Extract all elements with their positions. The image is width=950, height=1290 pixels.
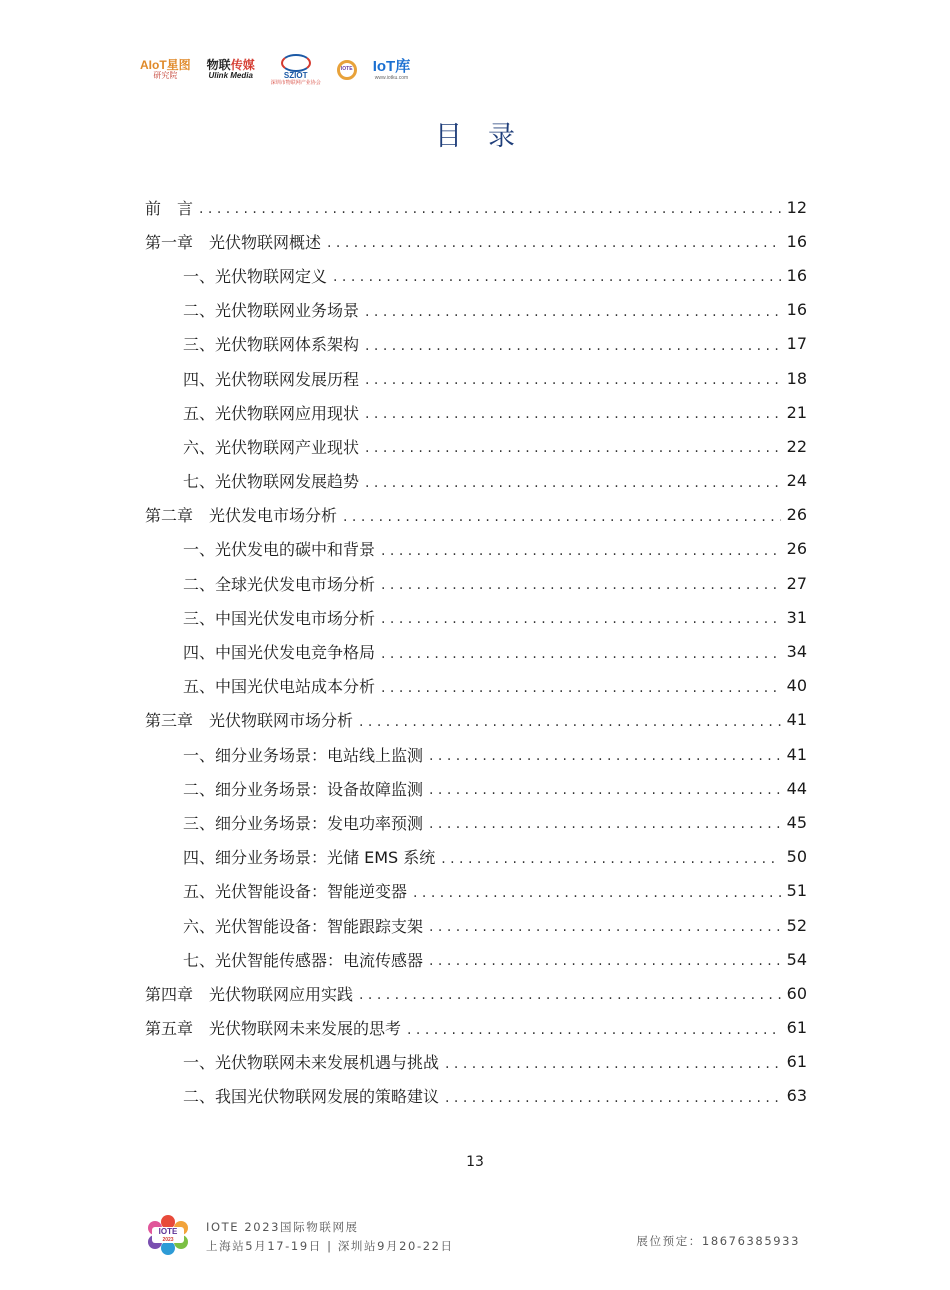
toc-entry-label: 第一章 光伏物联网概述 [145, 232, 322, 252]
header-logos [140, 52, 410, 88]
footer-event-info [206, 1218, 454, 1256]
toc-dot-leader [343, 507, 781, 523]
toc-entry-page: 44 [786, 778, 807, 798]
toc-entry[interactable] [145, 1045, 807, 1079]
toc-entry-label: 七、光伏物联网发展趋势 [183, 472, 360, 492]
toc-entry[interactable] [145, 327, 807, 361]
toc-entry[interactable] [145, 805, 807, 839]
toc-entry-page: 16 [786, 231, 807, 251]
toc-dot-leader [381, 575, 781, 591]
toc-entry-label: 前 言 [145, 198, 194, 218]
toc-dot-leader [429, 814, 781, 830]
toc-entry-label: 四、光伏物联网发展历程 [183, 369, 360, 389]
footer-line2: 上海站5月17-19日 | 深圳站9月20-22日 [206, 1239, 454, 1253]
toc-entry-page: 54 [786, 949, 807, 969]
toc-dot-leader [381, 644, 781, 660]
toc-dot-leader [381, 541, 781, 557]
toc-entry-page: 45 [786, 812, 807, 832]
toc-entry[interactable] [145, 840, 807, 874]
toc-entry-label: 五、光伏智能设备：智能逆变器 [183, 882, 408, 902]
toc-entry-label: 四、中国光伏发电竞争格局 [183, 643, 376, 663]
toc-entry-page: 41 [786, 710, 807, 730]
toc-entry[interactable] [145, 464, 807, 498]
toc-dot-leader [381, 609, 781, 625]
toc-dot-leader [365, 438, 781, 454]
toc-dot-leader [199, 199, 781, 215]
toc-entry-label: 一、细分业务场景：电站线上监测 [183, 745, 424, 765]
aiot-logo: AIoT星图 研究院 [140, 58, 191, 81]
toc-entry[interactable] [145, 224, 807, 258]
toc-entry-page: 16 [786, 265, 807, 285]
toc-entry-label: 五、中国光伏电站成本分析 [183, 677, 376, 697]
toc-entry[interactable] [145, 976, 807, 1010]
toc-entry-page: 60 [786, 983, 807, 1003]
page-number: 13 [466, 1154, 484, 1170]
toc-entry-label: 六、光伏物联网产业现状 [183, 437, 360, 457]
ulink-logo: 物联传媒 Ulink Media [206, 58, 255, 81]
toc-dot-leader [413, 883, 781, 899]
toc-dot-leader [429, 746, 781, 762]
toc-entry[interactable] [145, 1079, 807, 1113]
toc-dot-leader [365, 404, 781, 420]
toc-entry-label: 四、细分业务场景：光储 EMS 系统 [183, 848, 436, 868]
toc-entry-page: 12 [786, 197, 807, 217]
toc-entry-label: 三、细分业务场景：发电功率预测 [183, 813, 424, 833]
toc-entry[interactable] [145, 361, 807, 395]
toc-entry[interactable] [145, 634, 807, 668]
toc-entry-label: 二、我国光伏物联网发展的策略建议 [183, 1087, 440, 1107]
toc-entry-label: 一、光伏物联网定义 [183, 266, 328, 286]
toc-dot-leader [429, 951, 781, 967]
toc-entry-page: 51 [786, 881, 807, 901]
footer-contact: 展位预定：18676385933 [636, 1234, 800, 1248]
toc-entry-label: 三、光伏物联网体系架构 [183, 335, 360, 355]
page-title: 目录 [435, 121, 541, 152]
toc-dot-leader [333, 267, 781, 283]
toc-entry[interactable] [145, 190, 807, 224]
toc-entry[interactable] [145, 600, 807, 634]
toc-dot-leader [381, 678, 781, 694]
toc-entry-label: 一、光伏发电的碳中和背景 [183, 540, 376, 560]
toc-entry[interactable] [145, 942, 807, 976]
toc-entry-page: 26 [786, 539, 807, 559]
toc-entry[interactable] [145, 429, 807, 463]
toc-entry-label: 第四章 光伏物联网应用实践 [145, 984, 354, 1004]
toc-entry[interactable] [145, 293, 807, 327]
toc-entry-page: 61 [786, 1018, 807, 1038]
toc-entry-page: 22 [786, 436, 807, 456]
toc-entry-page: 16 [786, 300, 807, 320]
toc-dot-leader [365, 473, 781, 489]
toc-entry-label: 第三章 光伏物联网市场分析 [145, 711, 354, 731]
toc-dot-leader [365, 302, 781, 318]
toc-entry[interactable] [145, 771, 807, 805]
toc-entry-label: 七、光伏智能传感器：电流传感器 [183, 950, 424, 970]
toc-entry-page: 50 [786, 847, 807, 867]
toc-dot-leader [445, 1054, 781, 1070]
toc-entry-page: 27 [786, 573, 807, 593]
toc-entry-page: 21 [786, 402, 807, 422]
toc-entry[interactable] [145, 532, 807, 566]
toc-entry[interactable] [145, 395, 807, 429]
toc-entry-page: 40 [786, 676, 807, 696]
toc-entry[interactable] [145, 566, 807, 600]
toc-entry-label: 第五章 光伏物联网未来发展的思考 [145, 1019, 402, 1039]
toc-entry-page: 18 [786, 368, 807, 388]
toc-entry-page: 61 [786, 1052, 807, 1072]
toc-entry-label: 三、中国光伏发电市场分析 [183, 608, 376, 628]
toc-dot-leader [441, 849, 780, 865]
toc-entry-page: 17 [786, 334, 807, 354]
toc-entry-page: 41 [786, 744, 807, 764]
toc-dot-leader [429, 917, 781, 933]
table-of-contents [145, 190, 807, 1113]
toc-entry-page: 52 [786, 915, 807, 935]
footer-line1: IOTE 2023国际物联网展 [206, 1220, 359, 1234]
toc-entry[interactable] [145, 258, 807, 292]
toc-entry-label: 二、光伏物联网业务场景 [183, 301, 360, 321]
iote-logo: IOTE [337, 60, 357, 80]
iote-footer-logo: IOTE 2023 [148, 1215, 188, 1255]
toc-entry-label: 二、全球光伏发电市场分析 [183, 574, 376, 594]
toc-dot-leader [365, 370, 781, 386]
toc-entry-label: 五、光伏物联网应用现状 [183, 403, 360, 423]
toc-entry-page: 26 [786, 505, 807, 525]
toc-entry[interactable] [145, 874, 807, 908]
toc-dot-leader [407, 1020, 781, 1036]
toc-entry-page: 34 [786, 642, 807, 662]
toc-entry-label: 六、光伏智能设备：智能跟踪支架 [183, 916, 424, 936]
iotku-logo: IoT库 www.iotku.com [372, 58, 411, 81]
toc-entry[interactable] [145, 498, 807, 532]
toc-entry[interactable] [145, 669, 807, 703]
toc-dot-leader [445, 1088, 781, 1104]
toc-dot-leader [359, 712, 781, 728]
toc-entry-label: 第二章 光伏发电市场分析 [145, 506, 338, 526]
toc-entry-page: 31 [786, 607, 807, 627]
toc-entry-page: 63 [786, 1086, 807, 1106]
toc-entry[interactable] [145, 1011, 807, 1045]
toc-dot-leader [365, 336, 781, 352]
toc-dot-leader [429, 780, 781, 796]
toc-entry-page: 24 [786, 471, 807, 491]
sziot-mark-icon [281, 54, 311, 72]
toc-dot-leader [327, 233, 781, 249]
toc-entry-label: 二、细分业务场景：设备故障监测 [183, 779, 424, 799]
toc-entry[interactable] [145, 737, 807, 771]
toc-entry[interactable] [145, 703, 807, 737]
toc-entry[interactable] [145, 908, 807, 942]
toc-entry-label: 一、光伏物联网未来发展机遇与挑战 [183, 1053, 440, 1073]
toc-dot-leader [359, 985, 781, 1001]
sziot-logo: SZIOT 深圳市物联网产业协会 [271, 54, 321, 86]
